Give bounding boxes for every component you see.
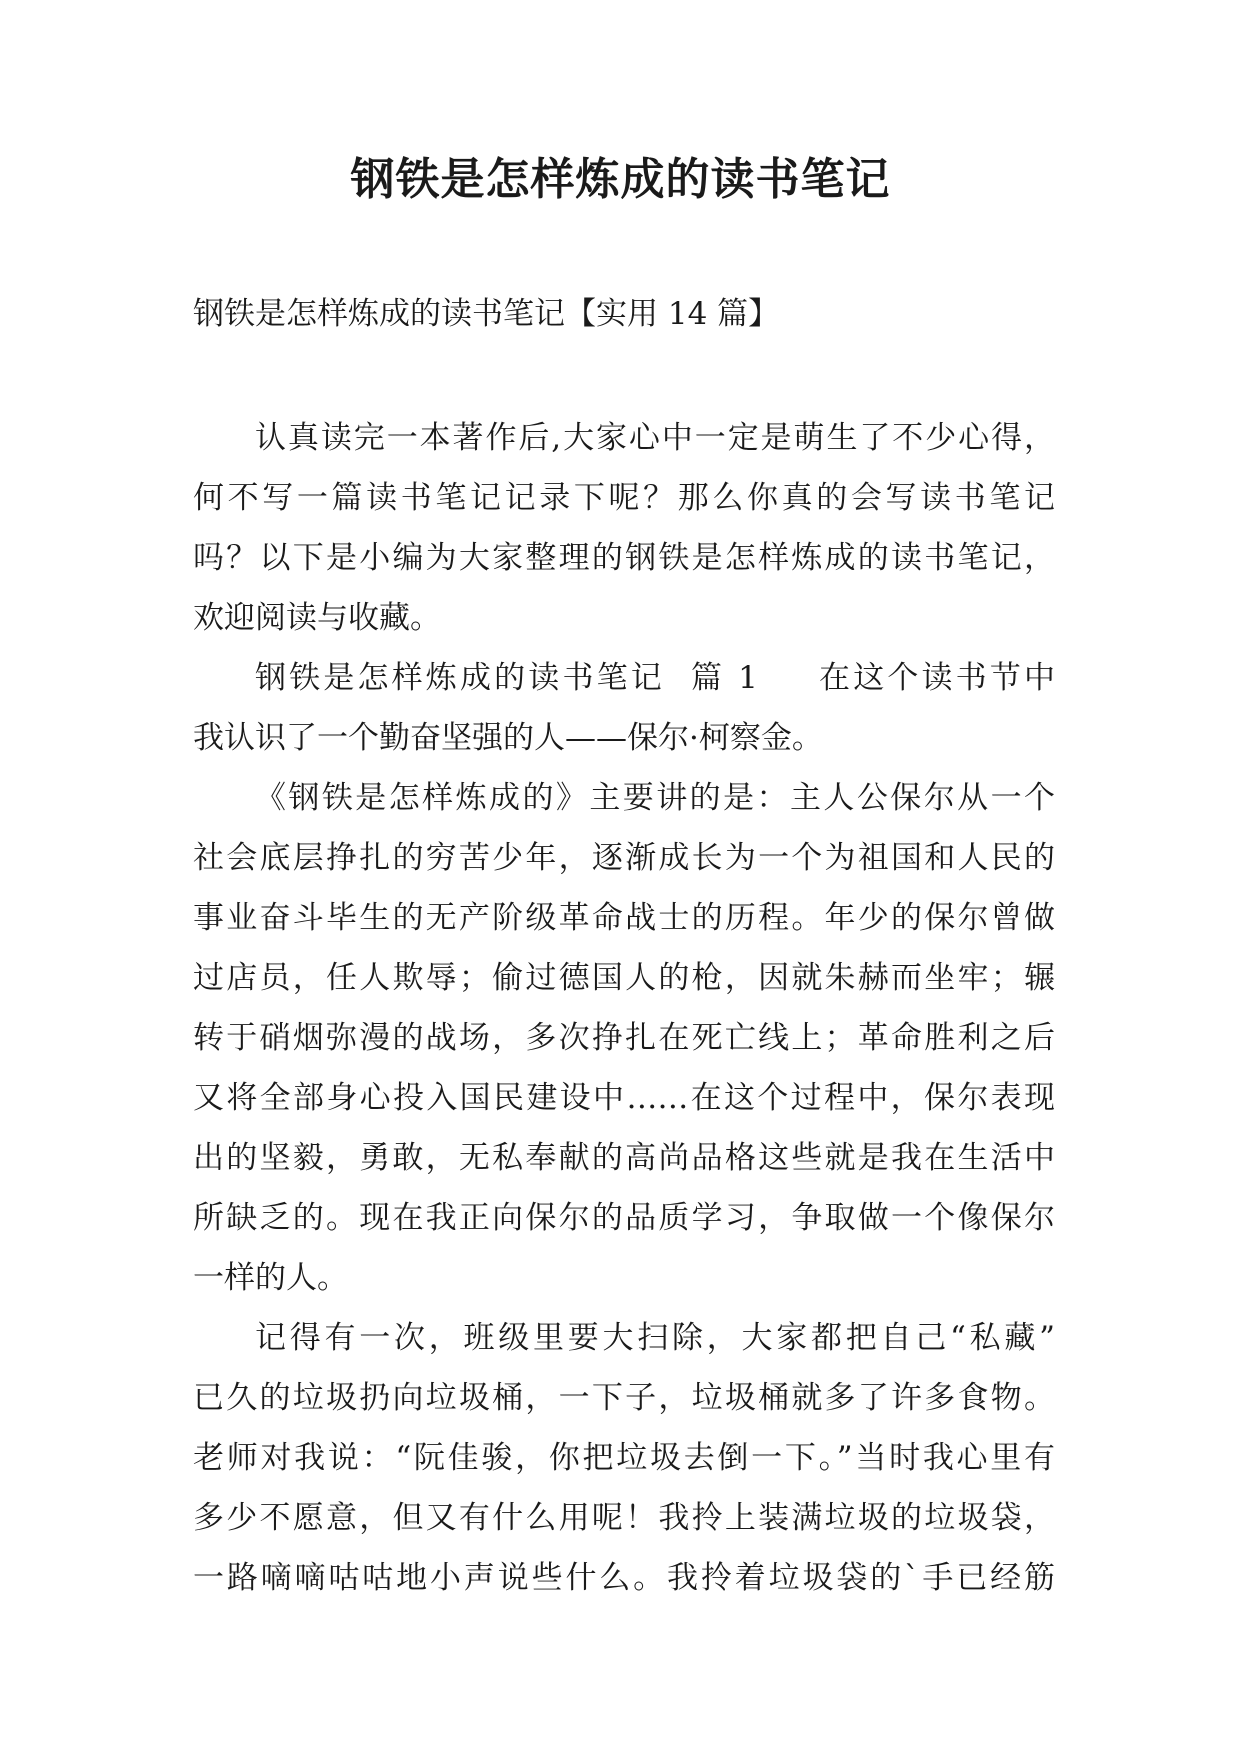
paragraph-line: 一路嘀嘀咕咕地小声说些什么。我拎着垃圾袋的`手已经筋 — [193, 1560, 1055, 1596]
paragraph-line: 吗？以下是小编为大家整理的钢铁是怎样炼成的读书笔记， — [193, 540, 1055, 576]
paragraph-line: 多少不愿意，但又有什么用呢！我拎上装满垃圾的垃圾袋， — [193, 1500, 1055, 1536]
document-title: 钢铁是怎样炼成的读书笔记 — [350, 154, 891, 205]
paragraph-line: 又将全部身心投入国民建设中……在这个过程中，保尔表现 — [193, 1080, 1055, 1116]
paragraph-line: 老师对我说：“阮佳骏，你把垃圾去倒一下。”当时我心里有 — [193, 1440, 1055, 1476]
paragraph-line: 我认识了一个勤奋坚强的人——保尔·柯察金。 — [193, 720, 823, 756]
section-heading-line — [193, 648, 1055, 708]
document-body — [193, 408, 1055, 1608]
section-heading-continuation: 在这个读书节中 — [815, 660, 1056, 696]
paragraph-line: 事业奋斗毕生的无产阶级革命战士的历程。年少的保尔曾做 — [193, 900, 1055, 936]
paragraph-line: 转于硝烟弥漫的战场，多次挣扎在死亡线上；革命胜利之后 — [193, 1020, 1055, 1056]
document-subtitle: 钢铁是怎样炼成的读书笔记【实用 14 篇】 — [193, 296, 780, 332]
paragraph-line: 社会底层挣扎的穷苦少年，逐渐成长为一个为祖国和人民的 — [193, 840, 1055, 876]
paragraph-line: 欢迎阅读与收藏。 — [193, 600, 441, 636]
section-heading: 钢铁是怎样炼成的读书笔记 篇 1 — [255, 660, 758, 696]
paragraph-line: 一样的人。 — [193, 1260, 348, 1296]
paragraph-line: 《钢铁是怎样炼成的》主要讲的是：主人公保尔从一个 — [255, 780, 1055, 816]
paragraph-line: 记得有一次，班级里要大扫除，大家都把自己“私藏” — [255, 1320, 1055, 1356]
paragraph-line: 所缺乏的。现在我正向保尔的品质学习，争取做一个像保尔 — [193, 1200, 1055, 1236]
paragraph-line: 过店员，任人欺辱；偷过德国人的枪，因就朱赫而坐牢；辗 — [193, 960, 1055, 996]
paragraph-line: 何不写一篇读书笔记记录下呢？那么你真的会写读书笔记 — [193, 480, 1055, 516]
paragraph-line: 认真读完一本著作后,大家心中一定是萌生了不少心得， — [255, 420, 1055, 456]
paragraph-line: 出的坚毅，勇敢，无私奉献的高尚品格这些就是我在生活中 — [193, 1140, 1055, 1176]
paragraph-line: 已久的垃圾扔向垃圾桶，一下子，垃圾桶就多了许多食物。 — [193, 1380, 1055, 1416]
